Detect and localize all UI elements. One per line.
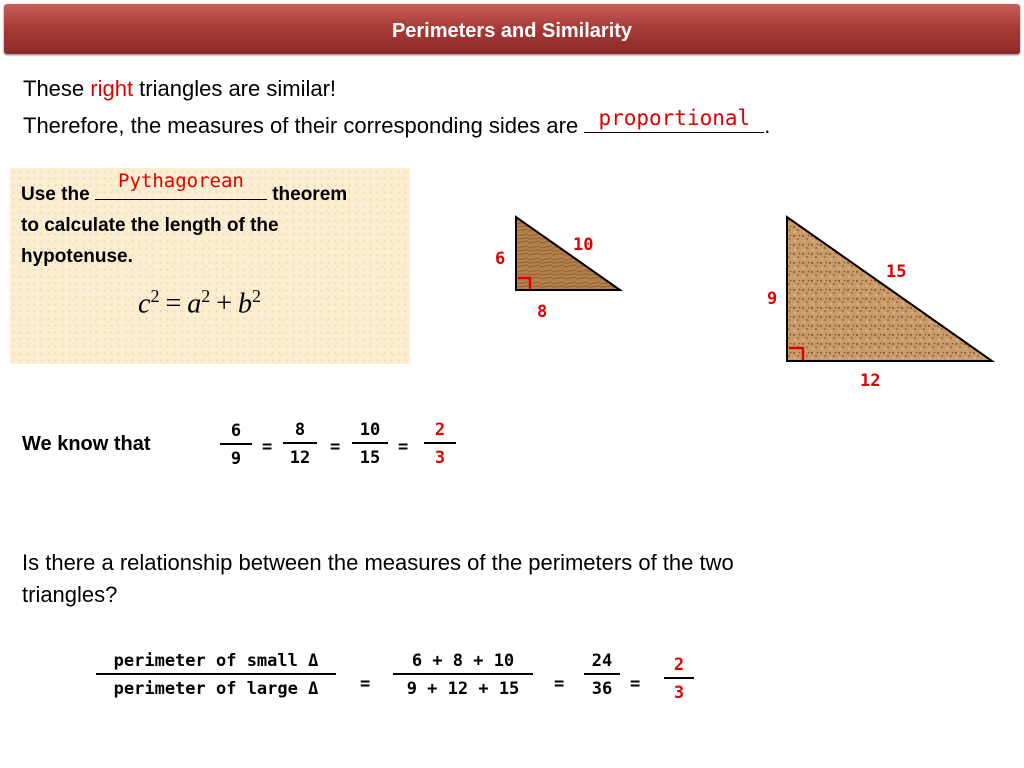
fraction-den: 9 (230, 449, 242, 469)
fraction-8-12 (283, 420, 317, 468)
large-perimeter-sum: 9 + 12 + 15 (406, 679, 520, 699)
fraction-den: 12 (289, 448, 311, 468)
large-leg-vertical-label: 9 (767, 289, 778, 309)
formula-exp: 2 (150, 286, 160, 306)
perimeter-small-label: perimeter of small Δ (96, 651, 336, 675)
small-perimeter-total: 24 (584, 651, 620, 675)
result-den: 3 (673, 683, 685, 703)
formula-c: c (138, 288, 151, 320)
fraction-6-9 (220, 421, 252, 469)
perimeter-large-label: perimeter of large Δ (113, 679, 319, 699)
large-hypotenuse-label: 15 (886, 262, 907, 282)
large-triangle (787, 217, 992, 361)
formula-exp: 2 (252, 286, 262, 306)
intro-text: triangles are similar! (133, 76, 337, 101)
intro-text: . (764, 113, 771, 138)
perimeter-sums (393, 651, 533, 699)
large-leg-horizontal-label: 12 (860, 371, 881, 391)
highlight-right: right (90, 76, 134, 101)
formula-eq: = (165, 288, 182, 320)
formula-b: b (238, 288, 253, 320)
small-leg-vertical-label: 6 (495, 249, 506, 269)
small-leg-horizontal-label: 8 (537, 302, 548, 322)
fraction-num: 8 (283, 420, 317, 444)
question-line-2: triangles? (22, 582, 118, 607)
perimeter-ratio (96, 651, 336, 699)
instr-text: Use the (21, 184, 95, 205)
perimeter-totals (584, 651, 620, 699)
fraction-2-3 (424, 420, 456, 468)
pythagorean-answer: Pythagorean (118, 170, 244, 192)
small-hypotenuse-label: 10 (573, 235, 594, 255)
question-line-1: Is there a relationship between the measures of the perimeters of the two (22, 550, 734, 575)
equals-sign: = (262, 437, 273, 457)
equals-sign: = (330, 437, 341, 457)
formula-plus: + (216, 288, 233, 320)
intro-text: Therefore, the measures of their corresponding sides are (23, 113, 585, 138)
fraction-num: 6 (220, 421, 252, 445)
result-num: 2 (664, 655, 694, 679)
small-perimeter-sum: 6 + 8 + 10 (393, 651, 533, 675)
fraction-num: 2 (424, 420, 456, 444)
slide-title: Perimeters and Similarity (391, 20, 633, 42)
perimeter-question (22, 547, 734, 611)
formula-exp: 2 (201, 286, 211, 306)
intro-text: These (23, 76, 91, 101)
equals-sign: = (360, 674, 371, 694)
perimeter-result (664, 655, 694, 703)
fraction-den: 3 (434, 448, 446, 468)
equals-sign: = (398, 437, 409, 457)
large-perimeter-total: 36 (591, 679, 613, 699)
small-triangle (516, 217, 620, 290)
instr-line-2: to calculate the length of the (21, 215, 279, 236)
equals-sign: = (554, 674, 565, 694)
fraction-den: 15 (359, 448, 381, 468)
we-know-label: We know that (22, 433, 151, 455)
instr-line-3: hypotenuse. (21, 246, 133, 267)
formula-a: a (187, 288, 202, 320)
equals-sign: = (630, 674, 641, 694)
proportional-answer: proportional (598, 106, 751, 130)
fraction-10-15 (352, 420, 388, 468)
fraction-num: 10 (352, 420, 388, 444)
instr-text: theorem (266, 184, 348, 205)
